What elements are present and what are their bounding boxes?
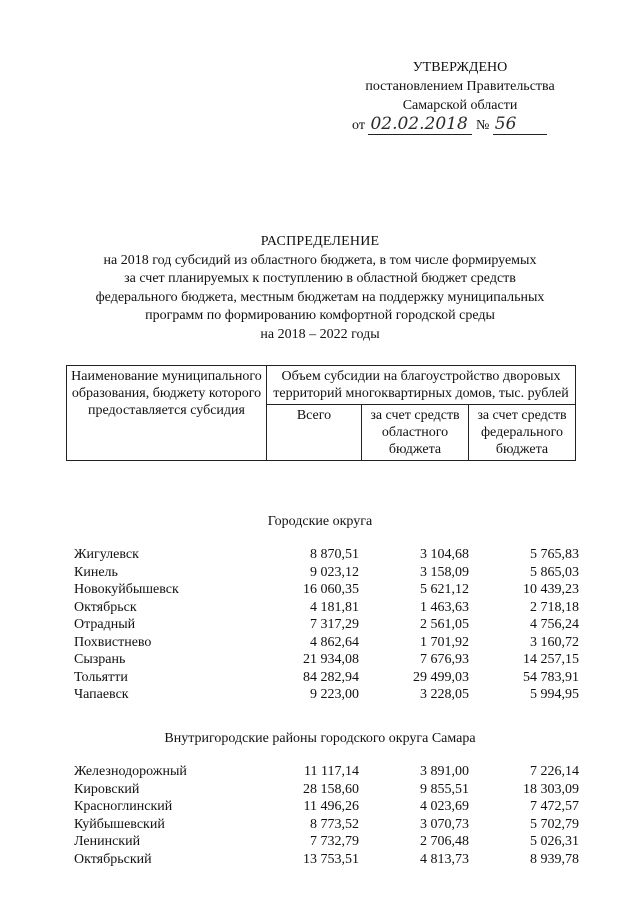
table-row xyxy=(74,833,584,851)
row-name: Октябрьский xyxy=(74,851,152,867)
row-total: 16 060,35 xyxy=(303,582,359,597)
row-federal: 5 994,95 xyxy=(530,687,579,702)
header-federal-column: за счет средств федерального бюджета xyxy=(469,405,576,461)
document-heading xyxy=(60,233,580,345)
row-regional: 3 158,09 xyxy=(420,564,469,580)
table-row xyxy=(74,686,584,704)
table-row xyxy=(74,851,584,869)
row-federal: 5 765,83 xyxy=(530,547,579,562)
table-row xyxy=(74,669,584,687)
row-total: 28 158,60 xyxy=(303,781,359,797)
approval-date-line xyxy=(340,115,580,135)
row-name: Куйбышевский xyxy=(74,816,165,832)
row-federal: 4 756,24 xyxy=(530,617,579,632)
table-row xyxy=(74,816,584,834)
row-total: 13 753,51 xyxy=(303,851,359,867)
row-federal: 5 702,79 xyxy=(530,816,579,832)
table-row xyxy=(74,581,584,599)
row-regional: 4 813,73 xyxy=(420,851,469,867)
row-name: Тольятти xyxy=(74,669,128,685)
date-prefix: от xyxy=(352,118,365,133)
table-row xyxy=(74,651,584,669)
header-name-column: Наименование муниципального образования, бюджету которого предоставляется субсидия xyxy=(67,366,267,461)
heading-line: на 2018 – 2022 годы xyxy=(260,326,380,342)
row-total: 9 023,12 xyxy=(310,564,359,580)
row-regional: 9 855,51 xyxy=(420,781,469,797)
row-name: Ленинский xyxy=(74,834,141,849)
row-regional: 2 561,05 xyxy=(420,617,469,632)
row-name: Октябрьск xyxy=(74,599,137,615)
heading-line: за счет планируемых к поступлению в областной бюджет средств xyxy=(124,271,516,287)
approval-title: УТВЕРЖДЕНО xyxy=(412,60,508,75)
row-total: 9 223,00 xyxy=(310,687,359,702)
row-regional: 3 070,73 xyxy=(420,816,469,832)
number-prefix: № xyxy=(475,118,490,133)
approval-line-2: Самарской области xyxy=(402,98,518,113)
row-regional: 7 676,93 xyxy=(420,652,469,667)
heading-line: федерального бюджета, местным бюджетам на поддержку муниципальных xyxy=(95,289,545,305)
row-regional: 1 701,92 xyxy=(420,634,469,650)
row-name: Кинель xyxy=(74,564,118,580)
row-regional: 3 104,68 xyxy=(420,547,469,562)
row-regional: 1 463,63 xyxy=(420,599,469,615)
row-name: Похвистнево xyxy=(74,634,152,650)
row-name: Отрадный xyxy=(74,617,136,632)
urban-districts-list xyxy=(74,546,584,704)
row-total: 11 496,26 xyxy=(303,799,359,814)
table-header xyxy=(66,365,576,461)
row-federal: 7 472,57 xyxy=(530,799,579,814)
row-federal: 18 303,09 xyxy=(523,781,579,797)
row-total: 7 732,79 xyxy=(310,834,359,849)
row-total: 8 773,52 xyxy=(310,816,359,832)
header-total-column: Всего xyxy=(267,405,362,461)
row-total: 4 181,81 xyxy=(310,599,359,615)
row-federal: 2 718,18 xyxy=(530,599,579,615)
row-federal: 8 939,78 xyxy=(530,851,579,867)
row-total: 7 317,29 xyxy=(310,617,359,632)
row-name: Кировский xyxy=(74,781,140,797)
table-row xyxy=(74,616,584,634)
row-federal: 54 783,91 xyxy=(523,669,579,685)
approval-block xyxy=(340,58,580,135)
row-name: Жигулевск xyxy=(74,547,139,562)
row-federal: 10 439,23 xyxy=(523,582,579,597)
row-regional: 4 023,69 xyxy=(420,799,469,814)
header-volume-column: Объем субсидии на благоустройство дворовых территорий многоквартирных домов, тыс. рублей xyxy=(267,366,576,405)
row-federal: 5 865,03 xyxy=(530,564,579,580)
approval-line-1: постановлением Правительства xyxy=(365,79,555,94)
table-row xyxy=(74,599,584,617)
row-federal: 14 257,15 xyxy=(523,652,579,667)
table-row xyxy=(74,781,584,799)
handwritten-number: 56 xyxy=(493,115,547,135)
row-federal: 3 160,72 xyxy=(530,634,579,650)
section-title-samara-districts: Внутригородские районы городского округа Самара xyxy=(164,731,476,746)
heading-line: на 2018 год субсидий из областного бюджета, в том числе формируемых xyxy=(103,252,537,268)
row-name: Железнодорожный xyxy=(74,764,187,779)
row-total: 8 870,51 xyxy=(310,547,359,562)
row-regional: 3 891,00 xyxy=(420,764,469,779)
row-regional: 3 228,05 xyxy=(420,687,469,702)
row-name: Новокуйбышевск xyxy=(74,582,179,597)
row-total: 21 934,08 xyxy=(303,652,359,667)
row-federal: 7 226,14 xyxy=(530,764,579,779)
row-name: Чапаевск xyxy=(74,687,129,702)
table-row xyxy=(74,564,584,582)
table-row xyxy=(74,634,584,652)
table-row xyxy=(74,763,584,781)
table-row xyxy=(74,546,584,564)
document-title: РАСПРЕДЕЛЕНИЕ xyxy=(260,234,380,249)
row-name: Красноглинский xyxy=(74,799,173,814)
section-title-urban-districts: Городские округа xyxy=(267,514,373,529)
header-regional-column: за счет средств областного бюджета xyxy=(362,405,469,461)
row-federal: 5 026,31 xyxy=(530,834,579,849)
samara-districts-list xyxy=(74,763,584,868)
row-total: 84 282,94 xyxy=(303,669,359,685)
heading-line: программ по формированию комфортной городской среды xyxy=(145,308,495,324)
row-total: 11 117,14 xyxy=(304,764,359,779)
row-regional: 5 621,12 xyxy=(420,582,469,597)
row-regional: 29 499,03 xyxy=(413,669,469,685)
table-row xyxy=(74,798,584,816)
handwritten-date: 02.02.2018 xyxy=(368,115,472,135)
row-name: Сызрань xyxy=(74,652,126,667)
row-total: 4 862,64 xyxy=(310,634,359,650)
row-regional: 2 706,48 xyxy=(420,834,469,849)
